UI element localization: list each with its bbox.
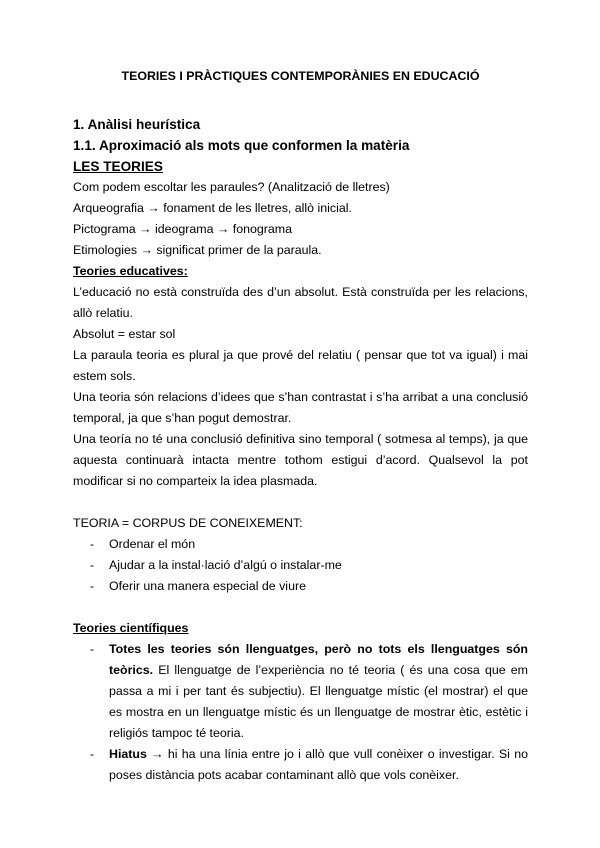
bold-term: Hiatus xyxy=(109,747,147,761)
list-item xyxy=(73,744,528,786)
spacer xyxy=(73,492,528,513)
teoria-corpus-line: TEORIA = CORPUS DE CONEIXEMENT: xyxy=(73,516,303,530)
bold-statement: Totes les teories són llenguatges, però no tots els llenguatges són teòrics. xyxy=(109,642,528,677)
dash-bullet: - xyxy=(90,558,95,572)
dash-bullet: - xyxy=(90,642,95,656)
section-heading: 1. Anàlisi heurística xyxy=(73,117,201,132)
text-line: Arqueografia → fonament de les lletres, allò inicial. xyxy=(73,201,352,215)
document-title: TEORIES I PRÀCTIQUES CONTEMPORÀNIES EN EDUCACIÓ xyxy=(121,69,480,83)
paragraph: Absolut = estar sol xyxy=(73,327,176,341)
list-item xyxy=(73,534,528,555)
list-item-text: El llenguatge de l’experiència no té teoria ( és una cosa que em passa a mi i per tant és subjectiu). El llenguatge místic (el mostrar) el que es mostra en un llenguatge místic és un llenguatge de mostrar ètic, estètic i religiós tampoc té teoria. xyxy=(109,663,528,740)
text-line: Pictograma → ideograma → fonograma xyxy=(73,222,293,236)
list-item xyxy=(73,555,528,576)
spacer xyxy=(73,597,528,618)
teories-educatives-heading: Teories educatives: xyxy=(73,264,188,278)
dash-bullet: - xyxy=(90,579,95,593)
les-teories-heading: LES TEORIES xyxy=(73,159,163,174)
paragraph: La paraula teoria es plural ja que prové del relatiu ( pensar que tot va igual) i mai estem sols. xyxy=(73,348,528,383)
paragraph: L’educació no està construïda des d’un absolut. Està construïda per les relacions, allò relatiu. xyxy=(73,285,528,320)
text-line: Com podem escoltar les paraules? (Analització de lletres) xyxy=(73,180,390,194)
list-item-text: Ajudar a la instal·lació d’algú o instalar-me xyxy=(109,558,342,572)
list-item-text: → hi ha una línia entre jo i allò que vull conèixer o investigar. Si no poses distància pots acabar contaminant allò que vols conèixer. xyxy=(109,747,528,782)
paragraph: Una teoria són relacions d’idees que s’han contrastat i s’ha arribat a una conclusió temporal, ja que s’han pogut demostrar. xyxy=(73,390,528,425)
subsection-heading: 1.1. Aproximació als mots que conformen la matèria xyxy=(73,138,410,153)
teories-cientifiques-heading: Teories científiques xyxy=(73,621,189,635)
list-item xyxy=(73,576,528,597)
text-line: Etimologies → significat primer de la paraula. xyxy=(73,243,322,257)
dash-bullet: - xyxy=(90,537,95,551)
dash-bullet: - xyxy=(90,747,95,761)
list-item xyxy=(73,639,528,744)
list-item-text: Ordenar el món xyxy=(109,537,196,551)
corpus-list xyxy=(73,534,528,597)
paragraph: Una teoría no té una conclusió definitiva sino temporal ( sotmesa al temps), ja que aquesta continuarà intacta mentre tothom estigui d’acord. Qualsevol la pot modificar si no comparteix la idea plasmada. xyxy=(73,432,528,488)
scientific-list xyxy=(73,639,528,786)
list-item-text: Oferir una manera especial de viure xyxy=(109,579,306,593)
